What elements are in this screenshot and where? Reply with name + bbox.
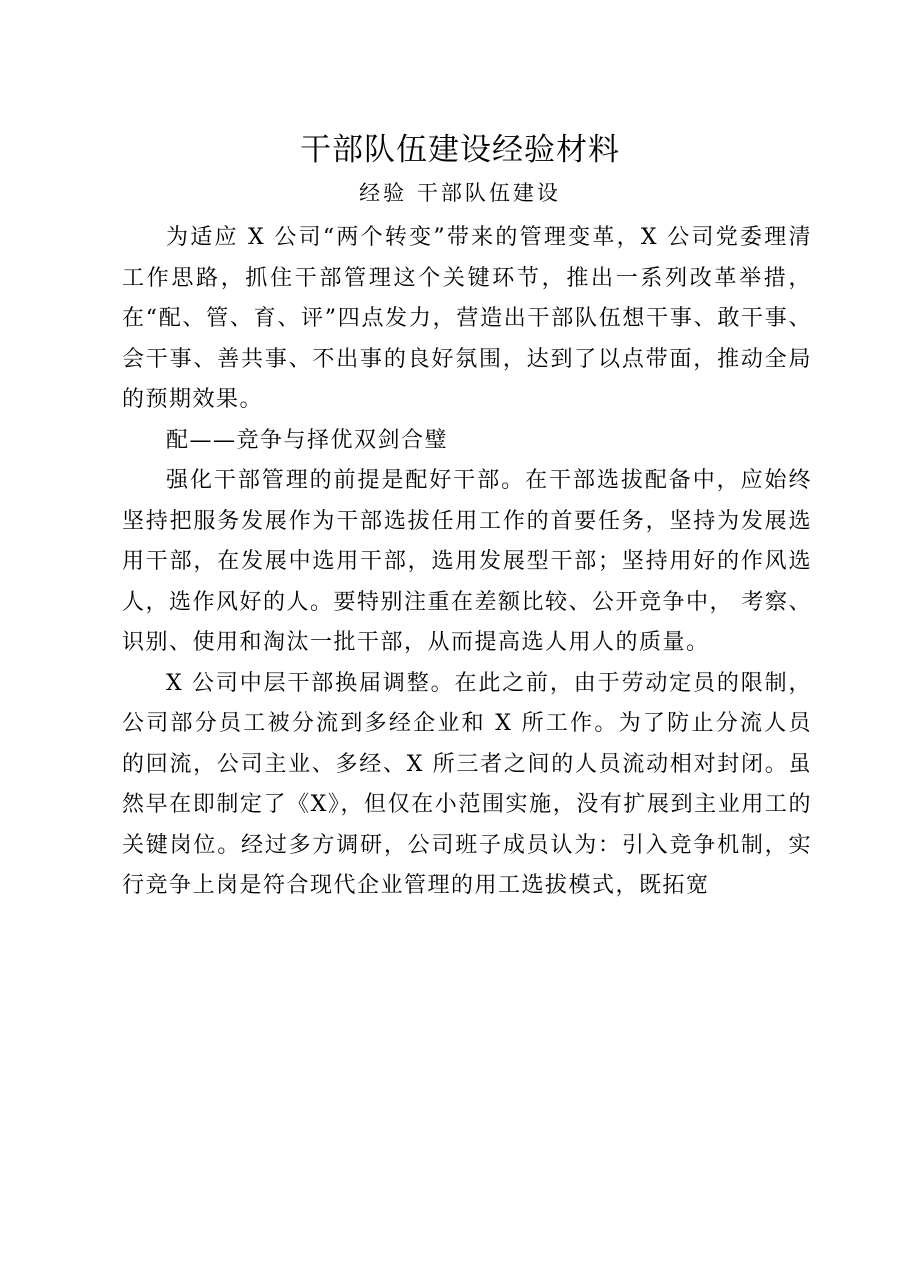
document-title: 干部队伍建设经验材料 bbox=[300, 132, 620, 168]
document-body bbox=[122, 218, 812, 907]
paragraph-selection: 强化干部管理的前提是配好干部。在干部选拔配备中，应始终坚持把服务发展作为干部选拔任用工作的首要任务，坚持为发展选用干部，在发展中选用干部，选用发展型干部；坚持用好的作风选人，选作风好的人。要特别注重在差额比较、公开竞争中， 考察、识别、使用和淘汰一批干部，从而提高选人用人的质量。 bbox=[122, 468, 812, 655]
paragraph-intro: 为适应 X 公司“两个转变”带来的管理变革，X 公司党委理清工作思路，抓住干部管理这个关键环节，推出一系列改革举措， 在“配、管、育、评”四点发力，营造出干部队伍想干事、敢干事、会干事、善共事、不出事的良好氛围，达到了以点带面，推动全局的预期效果。 bbox=[122, 225, 812, 412]
paragraph-reshuffle: X 公司中层干部换届调整。在此之前，由于劳动定员的限制，公司部分员工被分流到多经企业和 X 所工作。为了防止分流人员的回流，公司主业、多经、X 所三者之间的人员流动相对封闭。虽然早在即制定了《X》，但仅在小范围实施，没有扩展到主业用工的关键岗位。经过多方调研，公司班子成员认为：引入竞争机制，实行竞争上岗是符合现代企业管理的用工选拔模式，既拓宽 bbox=[122, 670, 812, 898]
document-subtitle: 经验 干部队伍建设 bbox=[359, 181, 561, 205]
section-heading: 配——竞争与择优双剑合璧 bbox=[166, 427, 449, 453]
